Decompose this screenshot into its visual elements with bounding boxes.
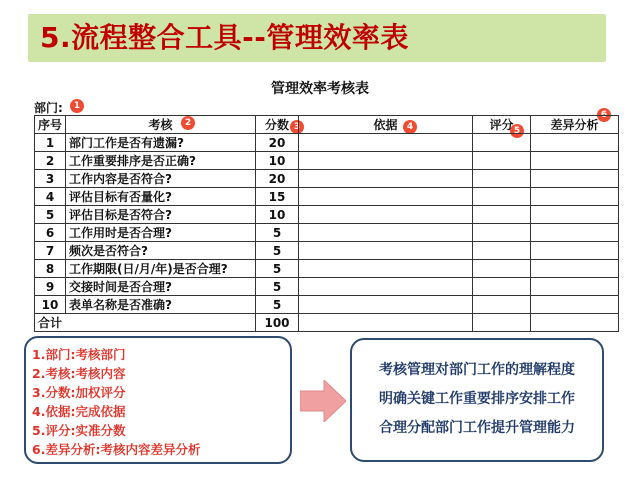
cell-diff[interactable]: [531, 152, 619, 170]
cell-item: 部门工作是否有遗漏?: [66, 134, 256, 152]
total-row: [35, 314, 619, 332]
cell-basis[interactable]: [299, 314, 473, 332]
cell-item: 工作期限(日/月/年)是否合理?: [66, 260, 256, 278]
badge-6: 6: [597, 108, 611, 122]
cell-no: 4: [35, 188, 66, 206]
header-score: 分数: [256, 116, 299, 134]
right-arrow-icon: [300, 380, 346, 422]
badge-3: 3: [290, 120, 304, 134]
cell-rating[interactable]: [473, 224, 531, 242]
cell-rating[interactable]: [473, 134, 531, 152]
cell-basis[interactable]: [299, 188, 473, 206]
cell-score: 5: [256, 260, 299, 278]
cell-diff[interactable]: [531, 188, 619, 206]
summary-line: 考核管理对部门工作的理解程度: [379, 362, 575, 378]
legend-list: [32, 345, 200, 459]
table-row: [35, 170, 619, 188]
cell-score: 20: [256, 134, 299, 152]
cell-score: 15: [256, 188, 299, 206]
badge-4: 4: [403, 120, 417, 134]
cell-score: 10: [256, 152, 299, 170]
table-row: [35, 260, 619, 278]
badge-1: 1: [70, 99, 84, 113]
cell-item: 交接时间是否合理?: [66, 278, 256, 296]
cell-no: 5: [35, 206, 66, 224]
cell-basis[interactable]: [299, 170, 473, 188]
badge-5: 5: [510, 124, 524, 138]
cell-basis[interactable]: [299, 260, 473, 278]
cell-basis[interactable]: [299, 278, 473, 296]
header-rating: 评分: [473, 116, 531, 134]
table-row: [35, 206, 619, 224]
cell-diff[interactable]: [531, 260, 619, 278]
cell-score: 5: [256, 296, 299, 314]
cell-rating[interactable]: [473, 170, 531, 188]
table-header-row: [35, 116, 619, 134]
cell-score: 5: [256, 278, 299, 296]
cell-score: 20: [256, 170, 299, 188]
cell-basis[interactable]: [299, 206, 473, 224]
cell-item: 工作用时是否合理?: [66, 224, 256, 242]
cell-rating[interactable]: [473, 296, 531, 314]
table-row: [35, 296, 619, 314]
summary-line: 合理分配部门工作提升管理能力: [379, 420, 575, 436]
badge-2: 2: [181, 116, 195, 130]
header-item: 考核: [66, 116, 256, 134]
table-row: [35, 134, 619, 152]
cell-rating[interactable]: [473, 278, 531, 296]
cell-no: 9: [35, 278, 66, 296]
cell-rating[interactable]: [473, 260, 531, 278]
cell-no: 10: [35, 296, 66, 314]
cell-basis[interactable]: [299, 224, 473, 242]
cell-item: 评估目标是否符合?: [66, 206, 256, 224]
cell-rating[interactable]: [473, 206, 531, 224]
summary-line: 明确关键工作重要排序安排工作: [379, 391, 575, 407]
cell-diff[interactable]: [531, 296, 619, 314]
cell-diff[interactable]: [531, 314, 619, 332]
cell-basis[interactable]: [299, 242, 473, 260]
cell-item: 工作重要排序是否正确?: [66, 152, 256, 170]
legend-item: 4.依据:完成依据: [32, 404, 126, 419]
cell-no: 7: [35, 242, 66, 260]
cell-rating[interactable]: [473, 314, 531, 332]
cell-item: 频次是否符合?: [66, 242, 256, 260]
header-basis: 依据: [299, 116, 473, 134]
cell-item: 表单名称是否准确?: [66, 296, 256, 314]
cell-basis[interactable]: [299, 296, 473, 314]
cell-diff[interactable]: [531, 206, 619, 224]
cell-no: 3: [35, 170, 66, 188]
cell-score: 10: [256, 206, 299, 224]
table-row: [35, 152, 619, 170]
header-diff: 差异分析: [531, 116, 619, 134]
header-no: 序号: [35, 116, 66, 134]
efficiency-table: [34, 115, 619, 332]
cell-rating[interactable]: [473, 188, 531, 206]
cell-score: 5: [256, 242, 299, 260]
cell-rating[interactable]: [473, 152, 531, 170]
cell-item: 工作内容是否符合?: [66, 170, 256, 188]
cell-no: 1: [35, 134, 66, 152]
cell-item: 评估目标有否量化?: [66, 188, 256, 206]
table-row: [35, 224, 619, 242]
legend-item: 6.差异分析:考核内容差异分析: [32, 442, 201, 457]
cell-rating[interactable]: [473, 242, 531, 260]
legend-item: 1.部门:考核部门: [32, 347, 126, 362]
cell-score: 5: [256, 224, 299, 242]
cell-diff[interactable]: [531, 170, 619, 188]
cell-diff[interactable]: [531, 278, 619, 296]
cell-no: 8: [35, 260, 66, 278]
summary-text: [350, 356, 604, 443]
table-title: 管理效率考核表: [271, 81, 369, 97]
cell-diff[interactable]: [531, 242, 619, 260]
legend-item: 3.分数:加权评分: [32, 385, 126, 400]
legend-item: 2.考核:考核内容: [32, 366, 126, 381]
cell-no: 2: [35, 152, 66, 170]
dept-label: 部门:: [34, 101, 63, 115]
legend-item: 5.评分:实准分数: [32, 423, 126, 438]
cell-no: 6: [35, 224, 66, 242]
total-label: 合计: [35, 314, 256, 332]
cell-basis[interactable]: [299, 152, 473, 170]
table-row: [35, 188, 619, 206]
table-row: [35, 242, 619, 260]
cell-diff[interactable]: [531, 224, 619, 242]
cell-basis[interactable]: [299, 134, 473, 152]
cell-diff[interactable]: [531, 134, 619, 152]
total-score: 100: [256, 314, 299, 332]
slide-title: 5.流程整合工具--管理效率表: [40, 21, 409, 54]
table-row: [35, 278, 619, 296]
